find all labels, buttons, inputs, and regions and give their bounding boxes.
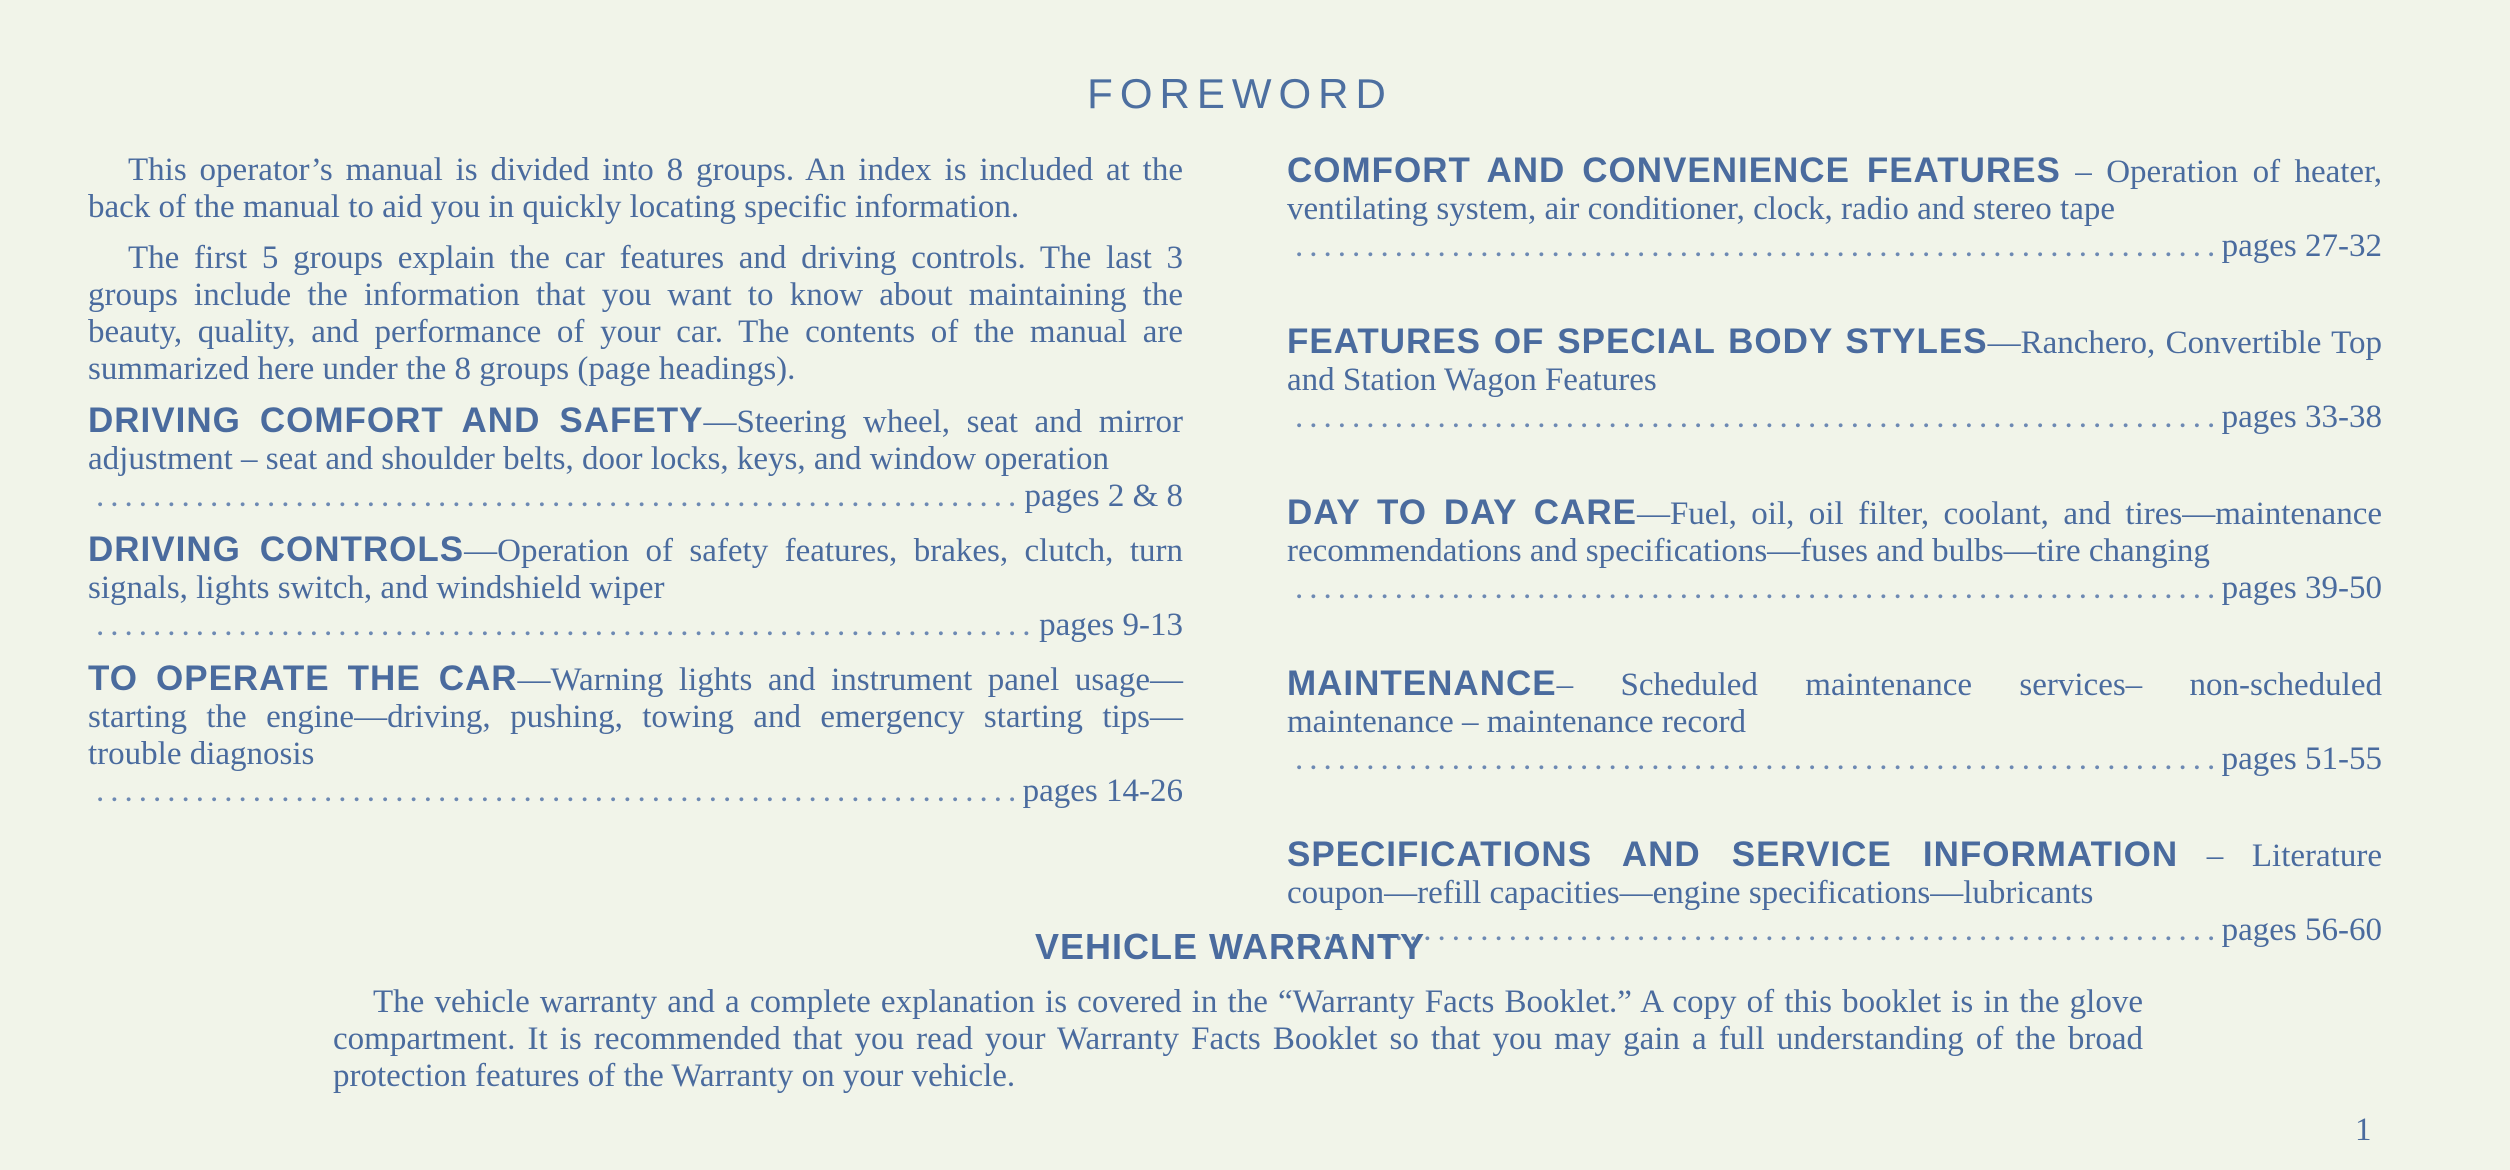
group-to-operate-the-car [88, 660, 1183, 810]
group-heading: DRIVING COMFORT AND SAFETY [88, 401, 704, 440]
group-pages: pages 27-32 [2221, 228, 2382, 264]
left-column [88, 152, 1183, 826]
page-title: FOREWORD [1087, 70, 1393, 117]
group-heading: SPECIFICATIONS AND SERVICE INFORMATION [1287, 835, 2179, 874]
group-heading: COMFORT AND CONVENIENCE FEATURES [1287, 151, 2061, 190]
group-heading: MAINTENANCE [1287, 664, 1557, 703]
group-description: —Fuel, oil, oil filter, coolant, and tires—maintenance recommendations and specifications—fuses and bulbs—tire changing [1287, 496, 2382, 569]
group-pages: pages 33-38 [2221, 399, 2382, 435]
right-column [1287, 152, 2382, 1007]
group-description: —Operation of safety features, brakes, clutch, turn signals, lights switch, and windshield wiper [88, 533, 1183, 606]
intro-paragraph-2: The first 5 groups explain the car features and driving controls. The last 3 groups include the information that you want to know about maintaining the beauty, quality, and performance of your car. The contents of the manual are summarized here under the 8 groups (page headings). [88, 240, 1183, 387]
group-heading: DRIVING CONTROLS [88, 530, 465, 569]
group-description: —Steering wheel, seat and mirror adjustment – seat and shoulder belts, door locks, keys, and window operation [88, 404, 1183, 477]
warranty-paragraph: The vehicle warranty and a complete explanation is covered in the “Warranty Facts Booklet.” A copy of this booklet is in the glove compartment. It is recommended that you read your Warranty Facts Booklet so that you may gain a full understanding of the broad protection features of the Warranty on your vehicle. [333, 984, 2143, 1094]
group-driving-controls [88, 531, 1183, 644]
group-pages: pages 2 & 8 [1024, 478, 1183, 514]
group-description: – Scheduled maintenance services– non-scheduled maintenance – maintenance record [1287, 667, 2382, 740]
group-pages: pages 39-50 [2221, 570, 2382, 606]
group-driving-comfort-and-safety [88, 402, 1183, 515]
group-features-of-special-body-styles [1287, 323, 2382, 436]
group-description: —Warning lights and instrument panel usage—starting the engine—driving, pushing, towing and emergency starting tips—trouble diagnosis [88, 662, 1183, 772]
group-pages: pages 9-13 [1039, 607, 1183, 643]
group-pages: pages 51-55 [2221, 741, 2382, 777]
group-pages: pages 56-60 [2221, 912, 2382, 948]
group-description: – Operation of heater, ventilating system, air conditioner, clock, radio and stereo tape [1287, 154, 2382, 227]
warranty-title: VEHICLE WARRANTY [1034, 926, 1425, 967]
group-heading: DAY TO DAY CARE [1287, 493, 1637, 532]
group-heading: TO OPERATE THE CAR [88, 659, 518, 698]
group-heading: FEATURES OF SPECIAL BODY STYLES [1287, 322, 1988, 361]
group-day-to-day-care [1287, 494, 2382, 607]
intro-paragraph-1: This operator’s manual is divided into 8 groups. An index is included at the back of the manual to aid you in quickly locating specific information. [88, 152, 1183, 225]
group-description: —Ranchero, Convertible Top and Station Wagon Features [1287, 325, 2382, 398]
group-pages: pages 14-26 [1022, 773, 1183, 809]
page-number: 1 [2355, 1112, 2372, 1148]
group-description: – Literature coupon—refill capacities—engine specifications—lubricants [1287, 838, 2382, 911]
group-maintenance [1287, 665, 2382, 778]
group-comfort-and-convenience-features [1287, 152, 2382, 265]
